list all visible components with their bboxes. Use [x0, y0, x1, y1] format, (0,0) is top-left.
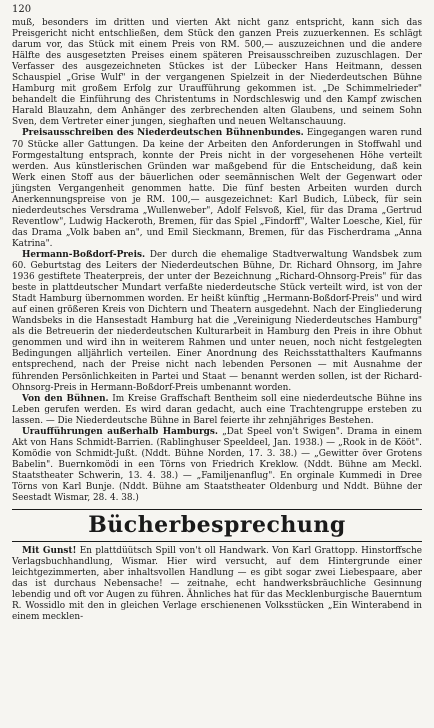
paragraph-text: „Dat Speel von't Swigen". Drama in einem Akt von Hans Schmidt-Barrien. (Rablinghuser Speeldeel, Jan. 1938.) — „Rook in de Kööt". Komödie von Schmidt-Jußt. (Nddt. Bühne Norden, 17. 3. 38.) — „Gewitter över Grotens Babelin". Buernkomödi in een Törns von Friedrich Kreklow. (Nddt. Bühne am Meckl. Staatstheater Schwerin, 13. 4. 38.) — „Familjenanflug". En orginale Kummedi in Dree Törns von Karl Bunje. (Nddt. Bühne am Staatstheater Oldenburg und Nddt. Bühne der Seestadt Wismar, 28. 4. 38.) — [12, 426, 422, 504]
paragraph-lead: Preisausschreiben des Niederdeutschen Bühnenbundes. — [22, 128, 304, 139]
review-lead: Mit Gunst! — [22, 546, 77, 557]
book-review — [12, 546, 422, 623]
paragraph-intro — [12, 18, 422, 128]
paragraph-text: Der durch die ehemalige Stadtverwaltung Wandsbek zum 60. Geburtstag des Leiters der Niederdeutschen Bühne, Dr. Richard Ohnsorg, im Jahre 1936 gestiftete Theaterpreis, der unter der Bezeichnung „Richard-Ohnsorg-Preis" für das beste in plattdeutscher Mundart verfaßte niederdeutsche Stück verteilt wird, ist von der Stadt Hamburg übernommen worden. Er heißt künftig „Hermann-Boßdorf-Preis" und wird auf einen größeren Kreis von Dichtern und Theatern ausgedehnt. Nach der Eingliederung Wandsbeks in die Hansestadt Hamburg hat die „Vereinigung Niederdeutsches Hamburg" als die Betreuerin der niederdeutschen Kulturarbeit in Hamburg den Preis in ihre Obhut genommen und wird ihn in weiterem Rahmen und unter neuen, noch nicht festgelegten Bedingungen alljährlich verteilen. Einer Anordnung des Reichsstatthalters Kaufmanns entsprechend, nach der Preise nicht nach lebenden Personen — mit Ausnahme der führenden Persönlichkeiten in Partei und Staat — benannt werden sollen, ist der Richard-Ohnsorg-Preis in Hermann-Boßdorf-Preis umbenannt worden. — [12, 249, 422, 393]
paragraph-lead: Hermann-Boßdorf-Preis. — [22, 249, 146, 260]
page-number: 120 — [12, 4, 32, 15]
paragraph-preisausschreiben — [12, 128, 422, 250]
paragraph-text: Im Kreise Graffschaft Bentheim soll eine niederdeutsche Bühne ins Leben gerufen werden. Es wird daran gedacht, auch eine Trachtengruppe ersteben zu lassen. — Die Niederdeutsche Bühne in Barel feierte ihr zehnjähriges Bestehen. — [12, 393, 422, 426]
paragraph-von-den-buehnen — [12, 394, 422, 427]
review-text: En plattdüütsch Spill von't oll Handwark. Von Karl Grattopp. Hinstorffsche Verlagsbuchhandlung, Wismar. Hier wird versucht, auf dem Hintergrunde einer leichtgezimmerten, aber inhaltsvollen Handlung — es gibt sogar zwei Liebespaare, aber das ist durchaus Nebensache! — zeitnahe, echt handwerksbräuchliche Gesinnung lebendig und oft vor Augen zu führen. Ähnliches hat für das Mecklenburgische Bauerntum R. Wossidlo mit den in gleichen Verlage erschienenen Volksstücken „Ein Winterabend in einem mecklen- — [12, 546, 422, 623]
section-heading: Bücherbesprechung — [88, 512, 346, 539]
article-column — [12, 18, 422, 623]
section-heading-box — [12, 509, 422, 542]
paragraph-lead: Uraufführungen außerhalb Hamburgs. — [22, 426, 218, 437]
paragraph-bossdorf-preis — [12, 250, 422, 394]
paragraph-lead: Von den Bühnen. — [22, 393, 109, 404]
paragraph-text: Eingegangen waren rund 70 Stücke aller Gattungen. Da keine der Arbeiten den Anforderungen in Stoffwahl und Formgestaltung entsprach, konnte der Preis nicht in der vorgesehenen Höhe verteilt werden. Aus künstlerischen Gründen war maßgebend für die Entscheidung, daß kein Werk einen Stoff aus der bäuerlichen oder seemännischen Welt der Gegenwart oder jüngsten Vergangenheit genommen hatte. Die fünf besten Arbeiten wurden durch Anerkennungspreise von je RM. 100,— ausgezeichnet: Karl Budich, Lübeck, für sein niederdeutsches Versdrama „Wullenweber", Adolf Felsvoß, Kiel, für das Drama „Gertrud Reventlow", Ludwig Hackeroth, Bremen, für das Spiel „Findorff", Walter Loesche, Kiel, für das Drama „Volk baben an", und Emil Sieckmann, Bremen, für das Fischerdrama „Anna Katrina". — [12, 128, 422, 249]
paragraph-urauffuehrungen — [12, 427, 422, 504]
paragraph-text: muß, besonders im dritten und vierten Akt nicht ganz entspricht, kann sich das Preisgericht nicht entschließen, dem Stück den ganzen Preis zuzuerkennen. Es schlägt darum vor, das Stück mit einem Preis von RM. 500,— auszuzeichnen und die andere Hälfte des ausgesetzten Preises einem späteren Preisausschreiben zuzuschlagen. Der Verfasser des ausgezeichneten Stückes ist der Lübecker Hans Heitmann, dessen Schauspiel „Grise Wulf" in der vergangenen Spielzeit in der Niederdeutschen Bühne Hamburg mit großem Erfolg zur Uraufführung gekommen ist. „De Schimmelrieder" behandelt die Einführung des Christentums in Nordschleswig und den Kampf zwischen Harald Blauzahn, dem Anhänger des zerbrechenden alten Glaubens, und seinem Sohn Sven, dem Vertreter einer jungen, sieghaften und neuen Weltanschauung. — [12, 18, 422, 128]
